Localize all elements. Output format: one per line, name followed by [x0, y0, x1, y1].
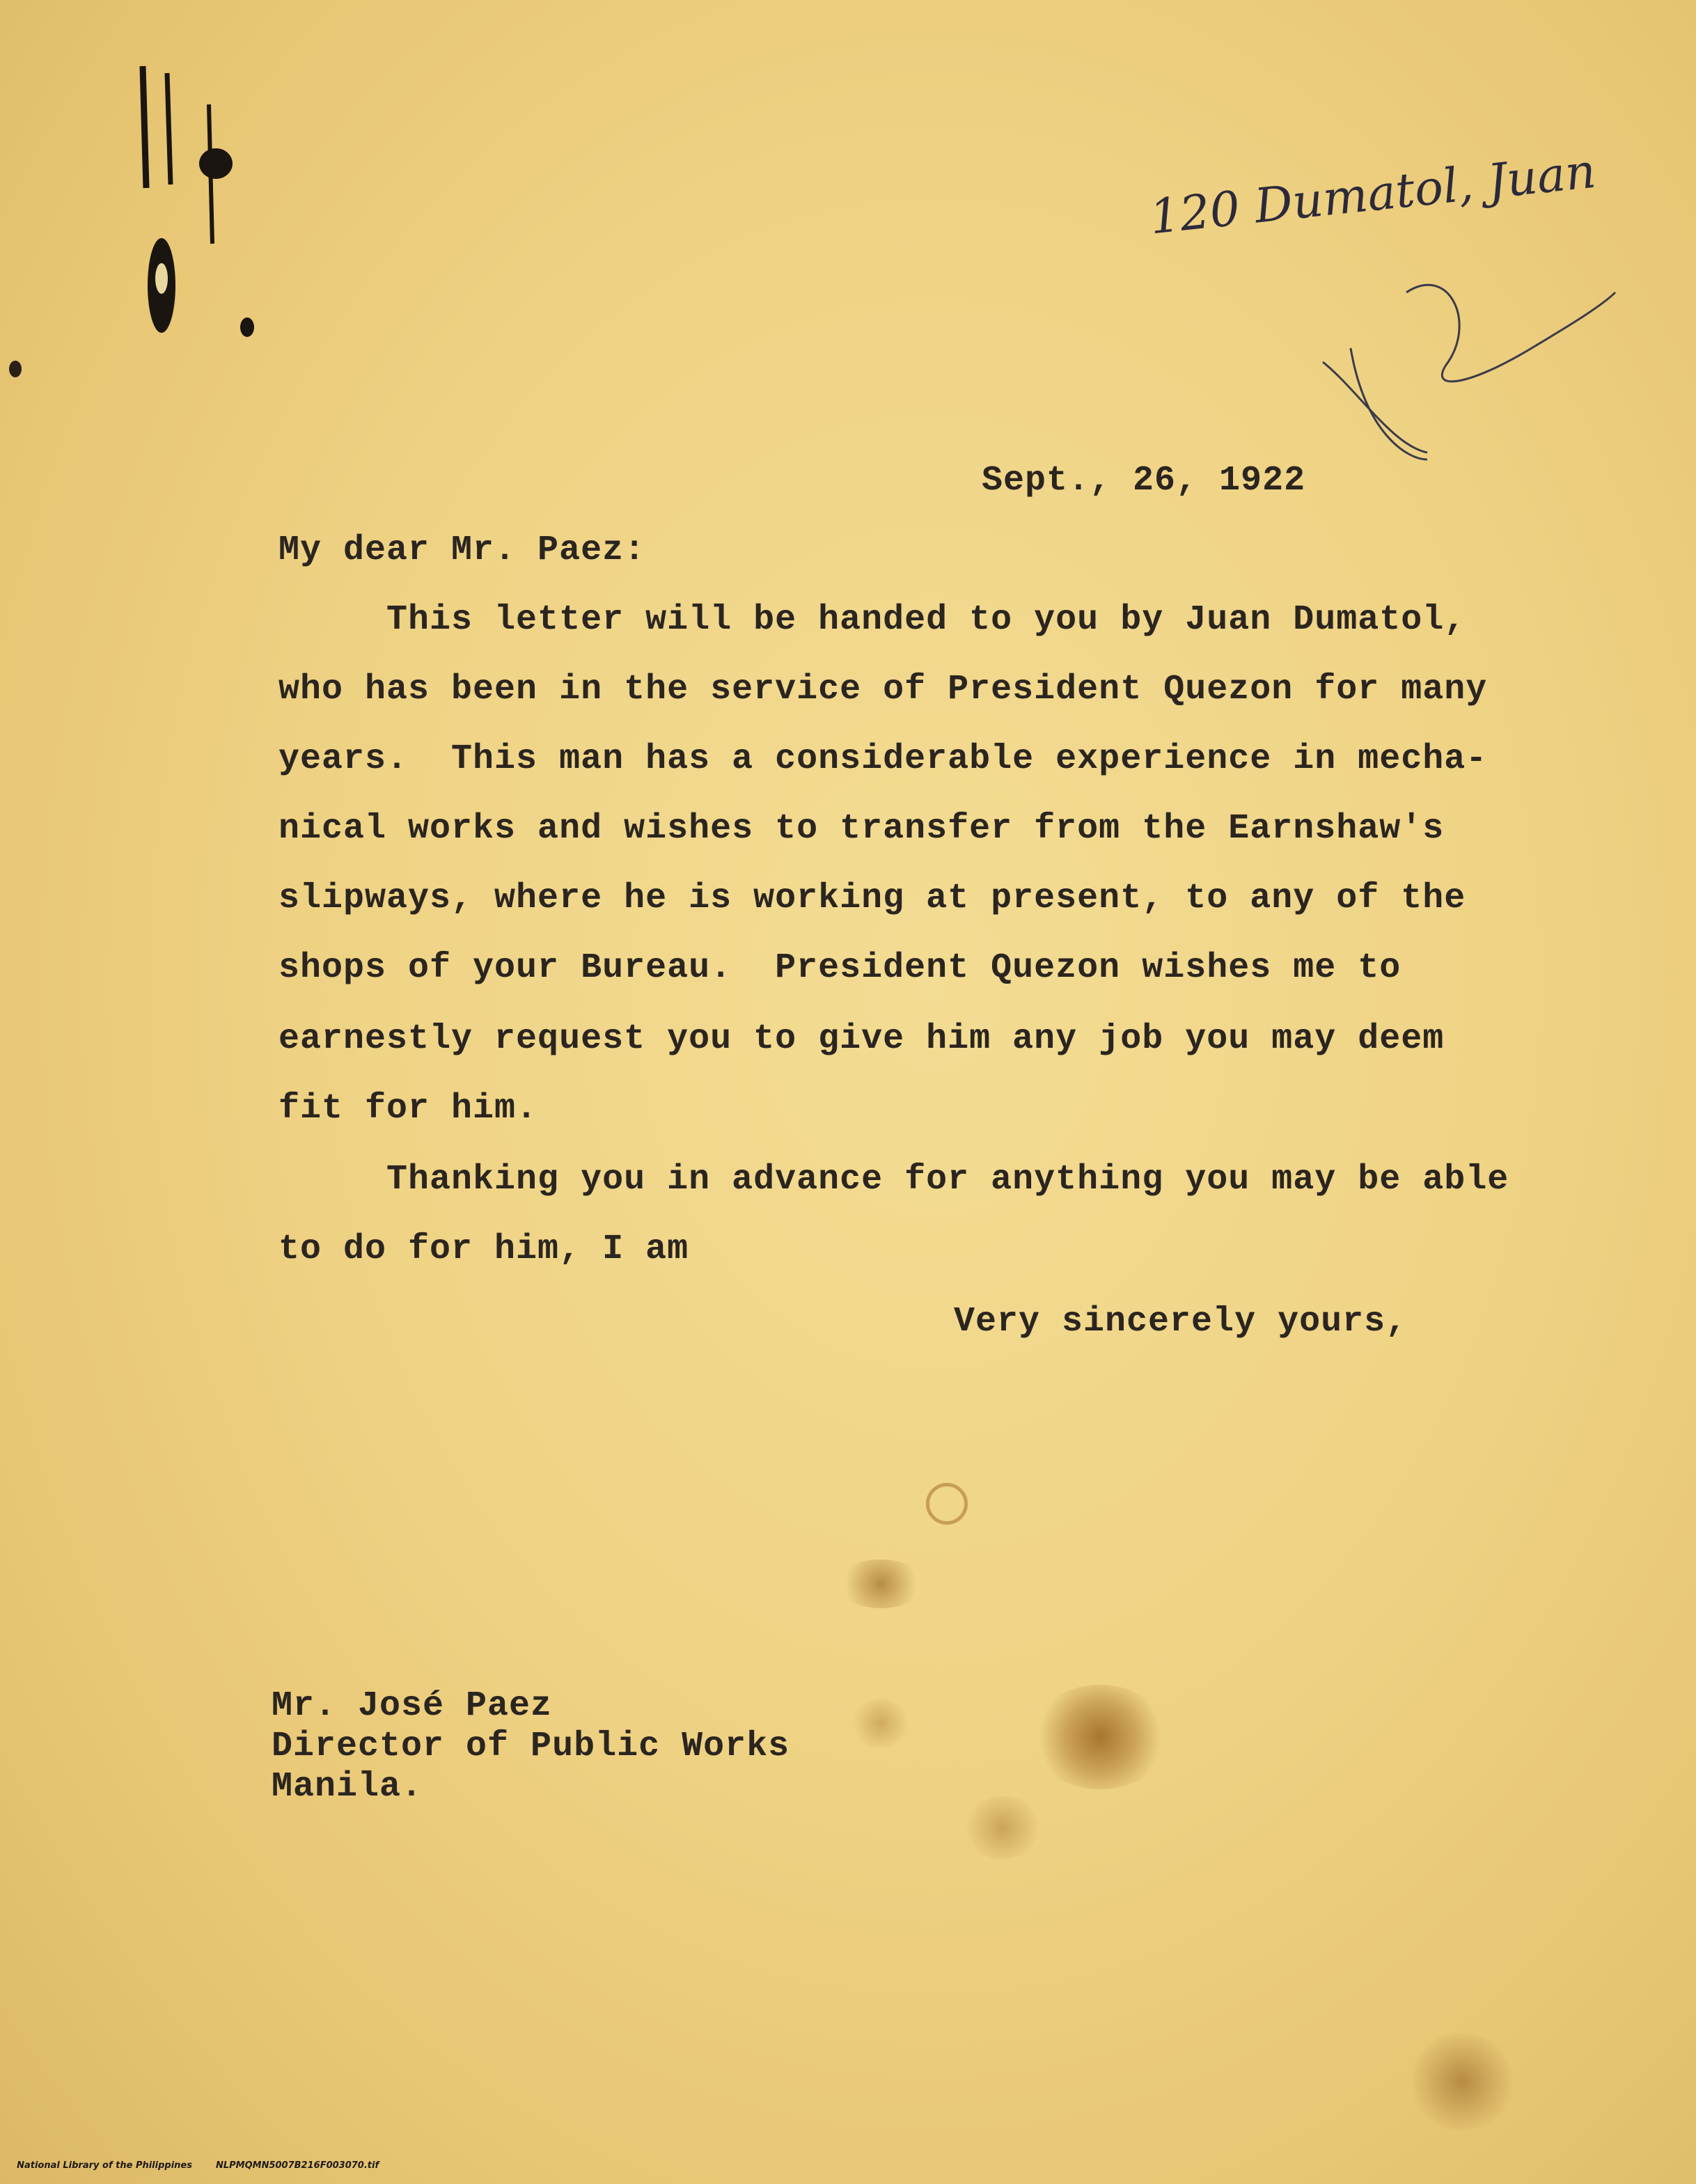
body-line: Thanking you in advance for anything you may be able [278, 1160, 1509, 1200]
archive-footer [4, 2150, 402, 2181]
salutation: My dear Mr. Paez: [278, 531, 646, 570]
letter-date: Sept., 26, 1922 [982, 461, 1306, 501]
body-line: earnestly request you to give him any job you may deem [278, 1019, 1445, 1059]
addressee-line: Director of Public Works [272, 1727, 790, 1766]
body-line: fit for him. [278, 1089, 538, 1129]
body-line: years. This man has a considerable experience in mecha- [278, 739, 1488, 779]
closing: Very sincerely yours, [954, 1302, 1408, 1342]
body-line: This letter will be handed to you by Juan Dumatol, [278, 600, 1466, 640]
body-line: who has been in the service of President Quezon for many [278, 670, 1488, 709]
body-line: shops of your Bureau. President Quezon wishes me to [278, 948, 1401, 988]
addressee-line: Manila. [272, 1767, 423, 1807]
body-line: nical works and wishes to transfer from the Earnshaw's [278, 809, 1445, 849]
file-id: NLPMQMN5007B216F003070.tif [215, 2160, 379, 2171]
handwritten-annotation: 120 Dumatol, Juan [1147, 143, 1599, 246]
body-line: to do for him, I am [278, 1230, 689, 1269]
body-line: slipways, where he is working at present, to any of the [278, 879, 1466, 918]
library-name: National Library of the Philippines [17, 2160, 192, 2171]
addressee-line: Mr. José Paez [272, 1686, 553, 1726]
